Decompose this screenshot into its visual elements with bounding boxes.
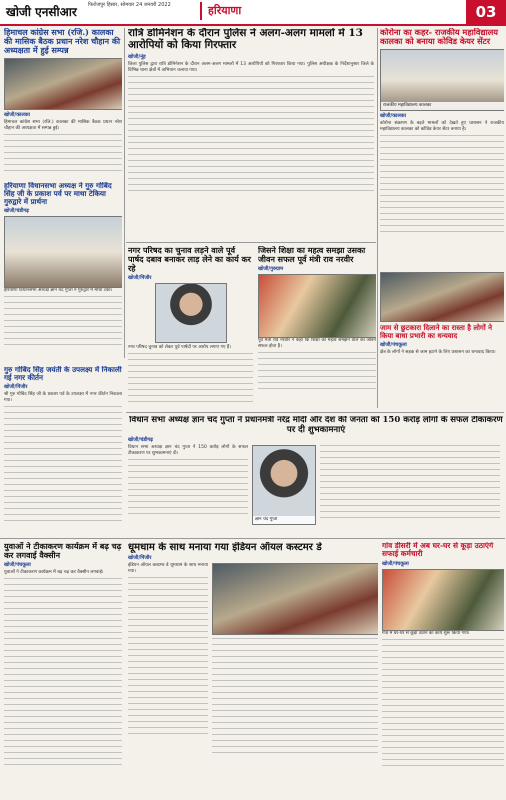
event-photo [258, 274, 376, 338]
college-photo [380, 49, 504, 111]
text-column [380, 135, 504, 235]
story-police-arrests [128, 28, 374, 240]
text-column [128, 76, 374, 196]
section-rule [126, 242, 376, 243]
dateline: फिरोजपुर हिसार, सोमवार 24 जनवरी 2022 [88, 2, 171, 8]
text-column [4, 406, 122, 526]
gurudwara-photo [4, 216, 122, 288]
story-youth-vaccine [4, 542, 122, 796]
section-rule [126, 412, 504, 413]
byline: खोजी/पिंजौर [128, 274, 152, 281]
story-body: गांव में घर-घर से कूड़ा उठाने का कार्य शुरू किया गया। [382, 630, 470, 636]
meeting-photo [4, 58, 122, 110]
story-body: श्री गुरु गोबिंद सिंह जी के प्रकाश पर्व के उपलक्ष्य में नगर कीर्तन निकाला गया। [4, 392, 122, 404]
text-column [4, 296, 122, 346]
story-education [258, 246, 376, 410]
section-title: हरियाणा [200, 2, 448, 20]
headline: हिमाचल कांग्रेस सभा (रजि.) कालका की मासिक बैठक प्रधान नरेश चौहान की अध्यक्षता में हुई सम्पन्न [4, 28, 121, 55]
headline: हरियाणा विधानसभा अध्यक्ष ने गुरु गोबिंद सिंह जी के प्रकाश पर्व पर माथा टेकिया गुरुद्वारे में प्रार्थना [4, 182, 112, 207]
event-photo [212, 563, 378, 635]
text-column [128, 353, 253, 403]
story-body: हिमाचल कांग्रेस सभा (रजि.) कालका की मासिक बैठक प्रधान नरेश चौहान की अध्यक्षता में सम्पन्न हुई। [4, 119, 122, 131]
section-rule [0, 538, 505, 539]
byline: खोजी/नूंह [128, 53, 146, 60]
byline: खोजी/पंचकूला [380, 341, 407, 348]
headline: जिसने शिक्षा का महत्व समझा उसका जीवन सफल पूर्व मंत्री राव नरवीर [258, 246, 366, 264]
story-body: युवाओं ने टीकाकरण कार्यक्रम में बढ़ चढ़ कर वैक्सीन लगवाई। [4, 569, 104, 575]
byline: खोजी/कालका [4, 111, 30, 118]
page-number: 03 [466, 0, 506, 24]
story-nagar-parishad [128, 246, 253, 410]
story-customer-day [128, 542, 378, 796]
headline: जाम से छुटकारा दिलाने का रास्ता है लोगों ने किया बाधा प्रभारी का धन्यवाद [380, 323, 493, 340]
masthead [0, 0, 506, 26]
photo-caption: राजकीय महाविद्यालय कालका [381, 102, 504, 110]
story-jam-relief [380, 272, 504, 410]
text-column [258, 352, 376, 392]
text-column [128, 459, 248, 514]
headline: रात्रि डोमिनेशन के दौरान पुलिस ने अलग-अलग मामलों में 13 आरोपियों को किया गिरफ्तार [128, 28, 363, 51]
speaker-photo [252, 445, 316, 525]
story-body: पूर्व मंत्री राव नरवीर ने कहा कि शिक्षा का महत्व समझने वाले का जीवन सफल होता है। [258, 337, 376, 349]
byline: खोजी/पंचकूला [382, 560, 409, 567]
column-rule [124, 28, 125, 358]
story-vaccination-wishes [128, 416, 504, 536]
column-rule [377, 28, 378, 408]
story-kalka-covid [380, 28, 504, 268]
headline: धूमधाम के साथ मनाया गया इंडियन ऑयल कस्टमर डे [128, 542, 322, 553]
photo-caption: ज्ञान चंद गुप्ता [253, 516, 315, 524]
story-body: क्षेत्र के लोगों ने सड़क से जाम हटाने के लिए प्रशासन का धन्यवाद किया। [380, 349, 496, 355]
text-column [212, 638, 378, 758]
byline: खोजी/पिंजौर [4, 384, 28, 391]
headline: गुरु गोबिंद सिंह जयंती के उपलक्ष्य में निकाली गई नगर कीर्तन [4, 366, 122, 383]
text-column [4, 134, 122, 174]
byline: खोजी/चंडीगढ़ [128, 437, 153, 444]
story-assembly-speaker [4, 182, 122, 362]
story-body: कोरोना संक्रमण के बढ़ते मामलों को देखते हुए प्रशासन ने राजकीय महाविद्यालय कालका को कोविड केयर सेंटर बनाया है। [380, 121, 504, 133]
story-body: विधान सभा अध्यक्ष ज्ञान चंद गुप्ता ने 150 करोड़ लोगों के सफल टीकाकरण पर शुभकामनाएं दी। [128, 445, 248, 457]
story-village-campaign [382, 542, 504, 796]
village-photo [382, 569, 504, 631]
newspaper-brand: खोजी एनसीआर [6, 5, 77, 19]
story-body: इंडियन ऑयल कस्टमर डे धूमधाम के साथ मनाया गया। [128, 563, 208, 575]
text-column [382, 639, 504, 769]
person-photo [155, 283, 227, 343]
byline: खोजी/गुरुग्राम [258, 265, 284, 272]
story-body: जिला पुलिस द्वारा रात्रि डोमिनेशन के दौरान अलग-अलग मामलों में 13 आरोपियों को गिरफ्तार किया गया। पुलिस अधीक्षक के निर्देशानुसार जिले के विभिन्न थाना क्षेत्रों में अभियान चलाया गया। [128, 61, 374, 73]
headline: युवाओं ने टीकाकरण कार्यक्रम में बढ़ चढ़ कर लगवाई वैक्सीन [4, 542, 122, 560]
story-body: हरियाणा विधानसभा अध्यक्ष ज्ञान चंद गुप्ता ने गुरुद्वारे में माथा टेका। [4, 288, 113, 294]
byline: खोजी/चंडीगढ़ [4, 208, 29, 215]
story-nagar-kirtan [4, 366, 122, 536]
text-column [320, 445, 500, 523]
residents-photo [380, 272, 504, 322]
text-column [4, 578, 122, 768]
story-congress-meeting [4, 28, 122, 178]
headline: कोरोना का कहर- राजकीय महाविद्यालय कालका को बनाया कोविड केयर सेंटर [380, 28, 499, 47]
headline: गांव डीसरी में अब घर-घर से कूड़ा उठाएंगे सफाई कर्मचारी [382, 542, 494, 559]
story-body: नगर परिषद चुनाव को लेकर पूर्व पार्षदों पर आरोप लगाए गए हैं। [128, 344, 231, 350]
byline: खोजी/पिंजौर [128, 555, 152, 562]
text-column [128, 577, 208, 737]
headline: विधान सभा अध्यक्ष ज्ञान चंद गुप्ता ने प्रधानमंत्री नरेंद्र मोदी और देश की जनता को 150 करोड़ लोगों के सफल टीकाकरण पर दी शुभकामनाएं [129, 416, 503, 435]
byline: खोजी/पंचकूला [4, 561, 31, 568]
headline: नगर परिषद का चुनाव लड़ने वाले पूर्व पार्षद दबाव बनाकर लाड़ लेने का कार्य कर रहे [128, 246, 251, 273]
byline: खोजी/कालका [380, 113, 406, 120]
